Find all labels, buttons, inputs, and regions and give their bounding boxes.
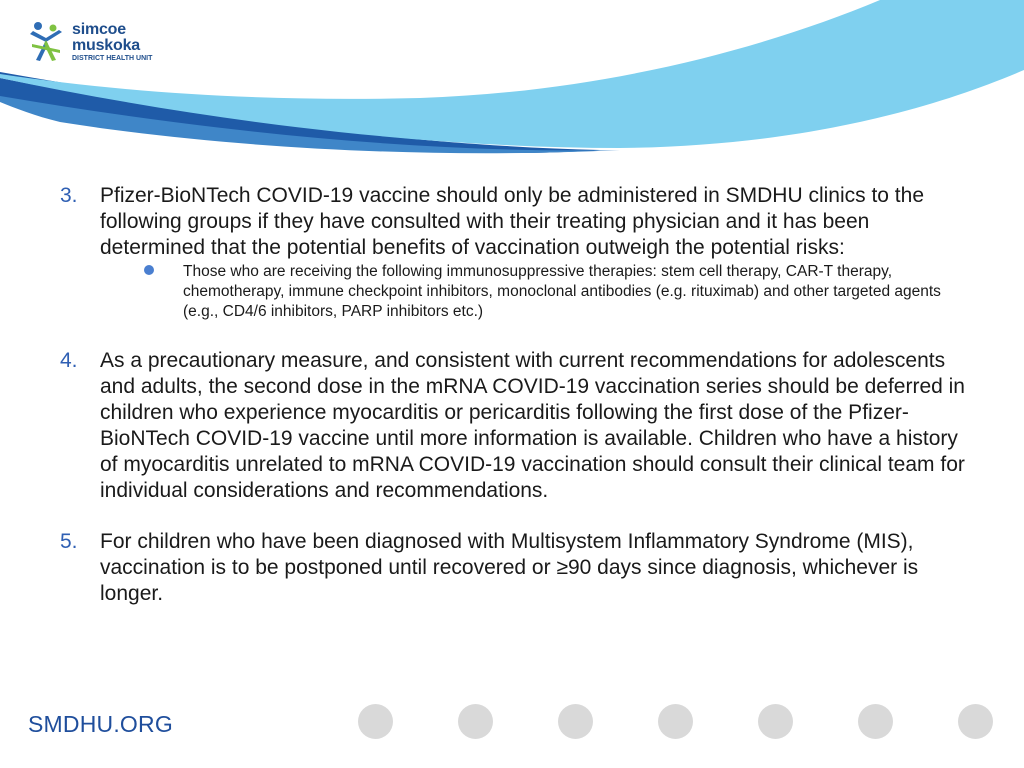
item-text: Pfizer-BioNTech COVID-19 vaccine should only be administered in SMDHU clinics to the following groups if they have consulted with their treating physician and it has been determined that the potential benefits of vaccination outweigh the potential risks: xyxy=(100,184,925,259)
logo-line-muskoka: muskoka xyxy=(72,37,140,54)
list-item-5 xyxy=(60,529,972,607)
logo-line-district: DISTRICT HEALTH UNIT xyxy=(72,55,153,62)
logo-figures-icon xyxy=(26,20,66,64)
item-number: 3. xyxy=(60,184,78,207)
footer-decorative-dots xyxy=(358,704,998,740)
decorative-dot xyxy=(958,704,993,739)
smdhu-logo[interactable] xyxy=(26,20,152,64)
item-text: As a precautionary measure, and consistent with current recommendations for adolescents and adults, the second dose in the mRNA COVID-19 vaccination series should be deferred in children who experience myocarditis or pericarditis following the first dose of the Pfizer-BioNTech COVID-19 vaccine until more information is available. Children who have a history of myocarditis unrelated to mRNA COVID-19 vaccination should consult their clinical team for individual considerations and recommendations. xyxy=(100,349,965,502)
logo-line-simcoe: simcoe xyxy=(72,21,126,38)
header-swoosh xyxy=(0,0,1024,170)
bullet-dot-icon xyxy=(144,262,183,282)
sub-bullet-text: Those who are receiving the following immunosuppressive therapies: stem cell therapy, CAR-T therapy, chemotherapy, immune checkpoint inhibitors, monoclonal antibodies (e.g. rituximab) and other targeted agents (e.g., CD4/6 inhibitors, PARP inhibitors etc.) xyxy=(183,263,941,320)
item-number: 4. xyxy=(60,349,78,372)
list-item-3 xyxy=(60,183,972,322)
decorative-dot xyxy=(558,704,593,739)
item-text: For children who have been diagnosed with Multisystem Inflammatory Syndrome (MIS), vaccination is to be postponed until recovered or ≥90 days since diagnosis, whichever is longer. xyxy=(100,530,919,605)
decorative-dot xyxy=(358,704,393,739)
decorative-dot xyxy=(858,704,893,739)
logo-wordmark xyxy=(72,22,152,62)
item-body xyxy=(100,348,972,504)
footer-website-link[interactable]: SMDHU.ORG xyxy=(28,711,173,737)
sub-bullet-item xyxy=(144,262,972,322)
decorative-dot xyxy=(458,704,493,739)
numbered-list xyxy=(60,183,972,607)
decorative-dot xyxy=(658,704,693,739)
item-number: 5. xyxy=(60,530,78,553)
decorative-dot xyxy=(758,704,793,739)
list-item-4 xyxy=(60,348,972,504)
item-body xyxy=(100,183,972,322)
item-body xyxy=(100,529,972,607)
